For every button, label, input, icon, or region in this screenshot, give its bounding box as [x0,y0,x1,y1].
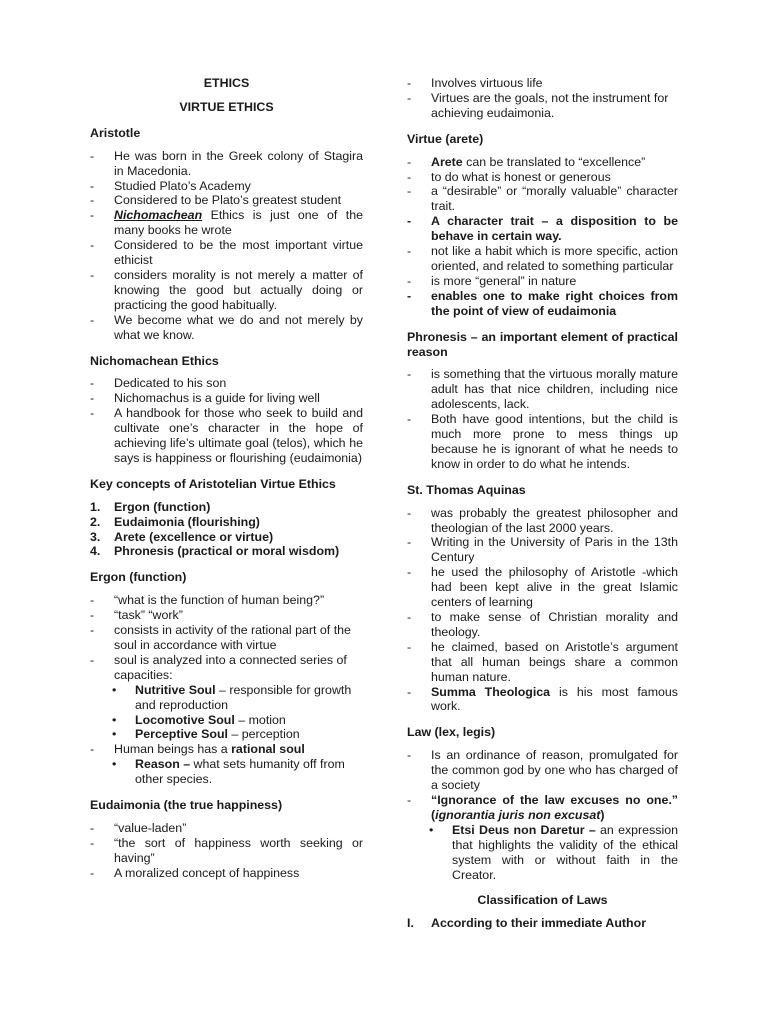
list-item [407,793,678,882]
list-item: - A handbook for those who seek to build and cultivate one’s character in the hope of achieving life’s ultimate goal (telos), which he says is happiness or flourishing (eudaimonia) [90,406,363,466]
list-item: - Considered to be Plato’s greatest student [90,193,363,208]
list-item: - was probably the greatest philosopher and theologian of the last 2000 years. [407,506,678,536]
heading-eudaimonia: Eudaimonia (the true happiness) [90,798,283,813]
definition: – perception [227,727,300,742]
section-title-virtue-ethics: VIRTUE ETHICS [179,99,274,114]
bullet-item [90,757,363,787]
list-item [90,653,363,742]
aquinas-list [407,506,678,715]
list-item: - A moralized concept of happiness [90,866,363,881]
definition: – motion [234,712,286,727]
key-concepts-list [90,500,363,560]
list-item: - a “desirable” or “morally valuable” character trait. [407,184,678,214]
list-item: - to make sense of Christian morality and theology. [407,610,678,640]
heading-classification-of-laws: Classification of Laws [477,893,608,908]
list-item-text: Ethics is just one of the many books he wrote [114,208,363,238]
list-item: - Writing in the University of Paris in the 13th Century [407,535,678,565]
list-item: - Virtues are the goals, not the instrument for achieving eudaimonia. [407,91,678,121]
item-text: Phronesis (practical or moral wisdom) [114,544,340,559]
list-item: - Studied Plato’s Academy [90,179,363,194]
list-item: - considers morality is not merely a matter of knowing the good but actually doing or practicing the good habitually. [90,268,363,313]
list-item: - Dedicated to his son [90,376,363,391]
capacities-list [90,683,363,743]
item-number: 2. [90,514,101,529]
list-item-text: can be translated to “excellence” [462,154,646,169]
numbered-item [90,500,363,515]
definition: what sets humanity off from other species. [135,757,345,787]
heading-phronesis: Phronesis – an important element of practical reason [407,329,678,359]
item-text: Eudaimonia (flourishing) [114,514,260,529]
list-item: - to do what is honest or generous [407,170,678,185]
numbered-item [90,515,363,530]
aristotle-list [90,149,363,343]
term: Nutritive Soul [135,682,216,697]
term: Reason – [135,757,191,772]
list-item: - not like a habit which is more specific, action oriented, and related to something particular [407,244,678,274]
item-number: 3. [90,529,101,544]
list-item: - is more “general” in nature [407,274,678,289]
list-item: - “value-laden” [90,821,363,836]
list-item: - consists in activity of the rational part of the soul in accordance with virtue [90,623,363,653]
list-item: - Involves virtuous life [407,76,678,91]
law-list [407,748,678,882]
etsi-list [407,823,678,883]
item-text: Ergon (function) [114,499,211,514]
numbered-item [90,530,363,545]
nichomachean-list [90,376,363,465]
list-item: - Nichomachus is a guide for living well [90,391,363,406]
heading-aquinas: St. Thomas Aquinas [407,482,526,497]
item-text: Arete (excellence or virtue) [114,529,274,544]
list-item: - “task” “work” [90,608,363,623]
quote-close: ) [600,807,605,822]
list-item: - Considered to be the most important virtue ethicist [90,238,363,268]
list-item: - enables one to make right choices from the point of view of eudaimonia [407,289,678,319]
heading-virtue-arete: Virtue (arete) [407,131,484,146]
list-item-text: is his most famous work. [431,684,678,714]
eudaimonia-list [90,821,363,881]
bullet-item [407,823,678,883]
definition: – responsible for growth and reproduction [135,682,352,712]
list-item: - is something that the virtuous morally mature adult has that nice children, including nice adolescents, lack. [407,367,678,412]
list-item [90,742,363,787]
bullet-item [90,683,363,713]
term: Etsi Deus non Daretur – [452,822,596,837]
latin-phrase: ignorantia juris non excusat [435,807,601,822]
list-item: - he used the philosophy of Aristotle -which had been kept alive in the great Islamic centers of learning [407,565,678,610]
document-title: ETHICS [203,76,250,90]
term: Locomotive Soul [135,712,235,727]
term: Perceptive Soul [135,727,228,742]
numbered-item [90,544,363,559]
eudaimonia-continued-list [407,76,678,121]
list-item [407,685,678,715]
item-number: 1. [90,499,101,514]
list-item: - he claimed, based on Aristotle’s argument that all human beings share a common human nature. [407,640,678,685]
ergon-list [90,593,363,787]
right-column [407,76,678,931]
list-item: - Both have good intentions, but the child is much more prone to mess things up because he is ignorant of what he needs to know in order to do what he intends. [407,412,678,472]
heading-aristotle: Aristotle [90,125,141,140]
item-text: According to their immediate Author [431,916,647,931]
term: Summa Theologica [431,684,551,699]
list-item: - He was born in the Greek colony of Stagira in Macedonia. [90,149,363,179]
heading-ergon: Ergon (function) [90,570,187,585]
phronesis-list [407,367,678,471]
item-number: 4. [90,544,101,559]
list-item: - “what is the function of human being?” [90,593,363,608]
list-item-text: soul is analyzed into a connected series of capacities: [114,652,347,682]
list-item-text: Human beings has a [114,742,232,757]
bullet-item [90,713,363,728]
list-item: - We become what we do and not merely by what we know. [90,313,363,343]
left-column [90,76,363,881]
term: rational soul [231,742,305,757]
quote: “Ignorance of the law excuses no one.” ( [431,792,678,822]
item-number: I. [407,916,414,931]
list-item: - “the sort of happiness worth seeking or having” [90,836,363,866]
virtue-list [407,155,678,319]
list-item: - Is an ordinance of reason, promulgated for the common god by one who has charged of a society [407,748,678,793]
heading-law: Law (lex, legis) [407,725,496,740]
list-item [90,208,363,238]
roman-item [407,916,678,931]
definition: an expression that highlights the validity of the ethical system with or without faith in the Creator. [452,822,678,882]
heading-key-concepts: Key concepts of Aristotelian Virtue Ethics [90,476,336,491]
heading-nichomachean-ethics: Nichomachean Ethics [90,353,219,368]
term-nichomachean: Nichomachean [114,208,203,223]
reason-list [90,757,363,787]
list-item: - A character trait – a disposition to be behave in certain way. [407,214,678,244]
term: Arete [431,154,463,169]
bullet-item [90,727,363,742]
list-item [407,155,678,170]
